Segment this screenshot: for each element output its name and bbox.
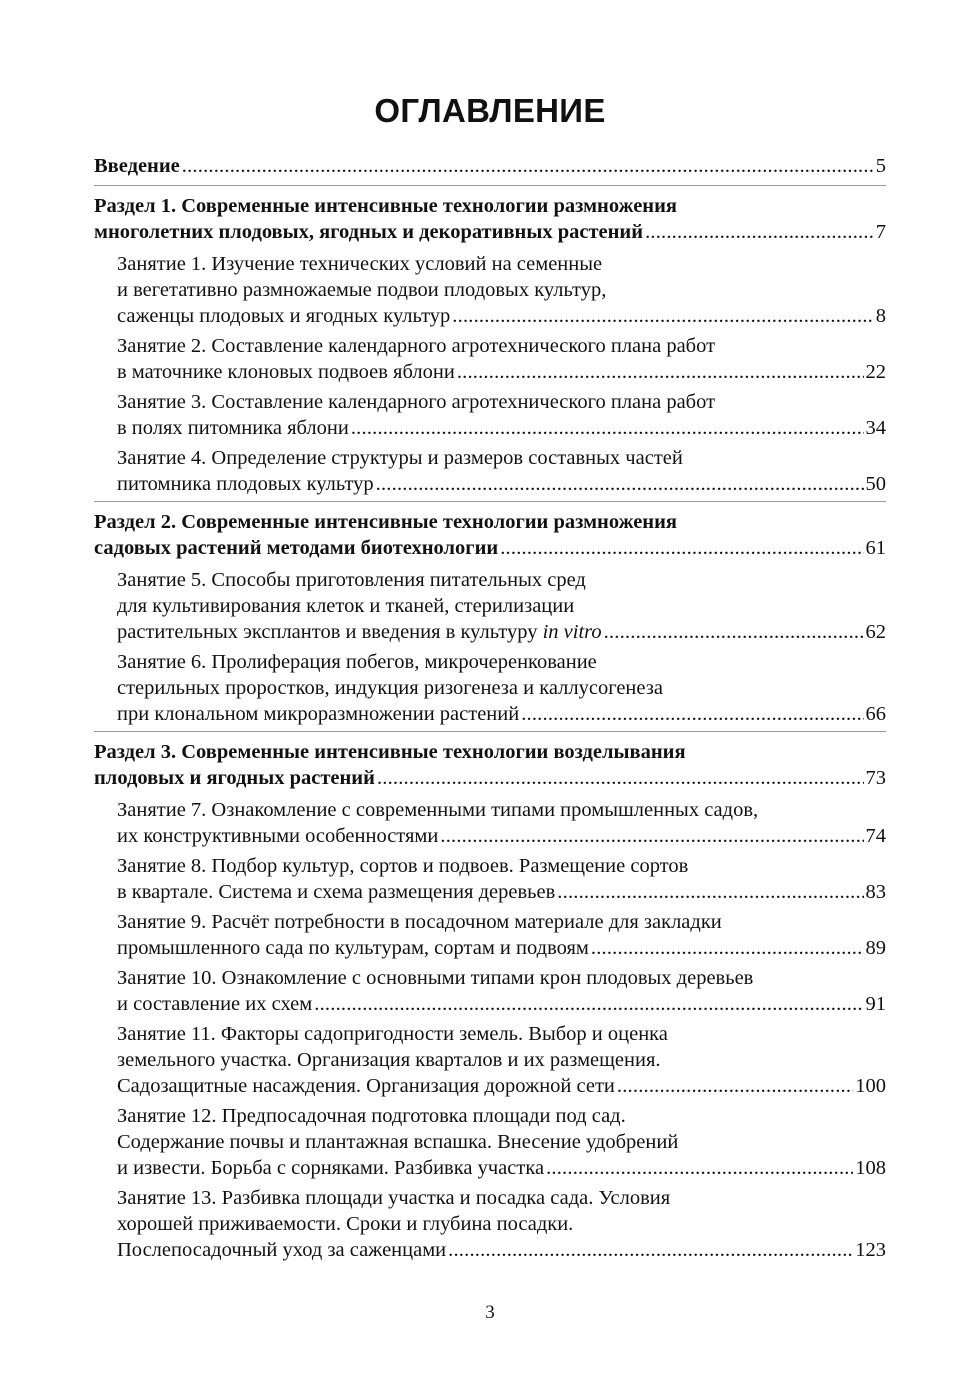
toc-page-number: 66	[865, 703, 886, 725]
toc-page-number: 22	[865, 361, 886, 383]
toc-lesson-title: питомника плодовых культур	[117, 473, 374, 495]
toc-section-title: многолетних плодовых, ягодных и декоративных растений	[94, 221, 644, 243]
toc-lesson-11[interactable]	[94, 1021, 886, 1099]
dot-leader	[591, 935, 864, 961]
toc-page-number: 5	[875, 155, 886, 177]
toc-lesson-title: Занятие 5. Способы приготовления питательных сред	[117, 569, 586, 591]
dot-leader	[351, 415, 864, 441]
toc-page-number: 74	[865, 825, 886, 847]
dot-leader	[440, 823, 863, 849]
toc-lesson-title: их конструктивными особенностями	[117, 825, 439, 847]
dot-leader	[457, 359, 864, 385]
toc-lesson-title: Занятие 2. Составление календарного агротехнического плана работ	[117, 335, 716, 357]
toc-lesson-title: в полях питомника яблони	[117, 417, 349, 439]
toc-lesson-5[interactable]	[94, 567, 886, 645]
dot-leader	[448, 1237, 853, 1263]
toc-lesson-title: и вегетативно размножаемые подвои плодовых культур,	[117, 279, 607, 301]
toc-page-number: 62	[865, 621, 886, 643]
toc-entry-line	[117, 879, 886, 905]
dot-leader	[314, 991, 863, 1017]
toc-entry-line	[117, 823, 886, 849]
toc-lesson-title: в квартале. Система и схема размещения деревьев	[117, 881, 556, 903]
toc-page-number: 61	[865, 537, 886, 559]
toc-lesson-title: хорошей приживаемости. Сроки и глубина посадки.	[117, 1213, 574, 1235]
toc-section-title: садовых растений методами биотехнологии	[94, 537, 499, 559]
toc-lesson-4[interactable]	[94, 445, 886, 497]
toc-lesson-title: и извести. Борьба с сорняками. Разбивка участка	[117, 1157, 545, 1179]
toc-page-number: 100	[855, 1075, 886, 1097]
toc-lesson-8[interactable]	[94, 853, 886, 905]
toc-page-number: 50	[865, 473, 886, 495]
toc-lesson-title-italic: in vitro	[542, 621, 602, 643]
toc-lesson-title: Занятие 13. Разбивка площади участка и посадка сада. Условия	[117, 1187, 671, 1209]
toc-lesson-2[interactable]	[94, 333, 886, 385]
toc-section-3[interactable]	[94, 736, 886, 791]
divider	[94, 501, 886, 502]
toc-lesson-9[interactable]	[94, 909, 886, 961]
dot-leader	[377, 765, 864, 791]
page-title: ОГЛАВЛЕНИЕ	[374, 92, 606, 129]
toc-lesson-title: Занятие 9. Расчёт потребности в посадочном материале для закладки	[117, 911, 722, 933]
dot-leader	[182, 153, 874, 179]
toc-lesson-title: Содержание почвы и плантажная вспашка. Внесение удобрений	[117, 1131, 679, 1153]
toc-page-number: 34	[865, 417, 886, 439]
toc-page-number: 8	[875, 305, 886, 327]
toc-entry-line	[117, 471, 886, 497]
toc-lesson-title: Занятие 10. Ознакомление с основными типами крон плодовых деревьев	[117, 967, 754, 989]
toc-lesson-title: Занятие 6. Пролиферация побегов, микрочеренкование	[117, 651, 597, 673]
toc-entry-line	[117, 303, 886, 329]
dot-leader	[452, 303, 873, 329]
toc-lesson-title: Занятие 8. Подбор культур, сортов и подвоев. Размещение сортов	[117, 855, 689, 877]
toc-section-title: Раздел 3. Современные интенсивные технологии возделывания	[94, 741, 686, 763]
toc-section-2[interactable]	[94, 506, 886, 561]
toc-entry-line	[94, 535, 886, 561]
toc-entry-line	[117, 619, 886, 645]
dot-leader	[376, 471, 864, 497]
toc-lesson-7[interactable]	[94, 797, 886, 849]
toc-entry-line	[94, 765, 886, 791]
toc-lesson-title: промышленного сада по культурам, сортам и подвоям	[117, 937, 589, 959]
toc-lesson-title: Занятие 1. Изучение технических условий на семенные	[117, 253, 603, 275]
toc-lesson-title: и составление их схем	[117, 993, 313, 1015]
toc-lesson-title: Занятие 12. Предпосадочная подготовка площади под сад.	[117, 1105, 626, 1127]
toc-page-number: 83	[865, 881, 886, 903]
toc-lesson-title: саженцы плодовых и ягодных культур	[117, 305, 451, 327]
dot-leader	[617, 1073, 853, 1099]
toc-lesson-13[interactable]	[94, 1185, 886, 1263]
toc-lesson-title: Послепосадочный уход за саженцами	[117, 1239, 447, 1261]
toc-lesson-title: Занятие 4. Определение структуры и размеров составных частей	[117, 447, 683, 469]
table-of-contents	[94, 150, 886, 1267]
dot-leader	[557, 879, 863, 905]
toc-entry-title: Введение	[94, 155, 180, 177]
dot-leader	[500, 535, 863, 561]
divider	[94, 185, 886, 186]
toc-entry-line	[94, 219, 886, 245]
toc-entry-line	[117, 935, 886, 961]
toc-page-number: 89	[865, 937, 886, 959]
toc-lesson-title: Занятие 11. Факторы садопригодности земель. Выбор и оценка	[117, 1023, 668, 1045]
toc-section-title: плодовых и ягодных растений	[94, 767, 375, 789]
toc-page-number: 123	[855, 1239, 886, 1261]
dot-leader	[604, 619, 864, 645]
toc-section-title: Раздел 2. Современные интенсивные технологии размножения	[94, 511, 678, 533]
toc-entry-line	[117, 1073, 886, 1099]
toc-section-title: Раздел 1. Современные интенсивные технологии размножения	[94, 195, 678, 217]
toc-lesson-title: для культивирования клеток и тканей, стерилизации	[117, 595, 575, 617]
toc-entry-line	[117, 359, 886, 385]
toc-entry-line	[117, 1155, 886, 1181]
toc-entry-line	[94, 153, 886, 179]
toc-lesson-6[interactable]	[94, 649, 886, 727]
dot-leader	[645, 219, 874, 245]
toc-lesson-title: при клональном микроразмножении растений	[117, 703, 520, 725]
toc-entry-line	[117, 991, 886, 1017]
divider	[94, 731, 886, 732]
toc-lesson-3[interactable]	[94, 389, 886, 441]
page-number: 3	[485, 1302, 495, 1323]
toc-entry-line	[117, 415, 886, 441]
toc-entry-line	[117, 701, 886, 727]
dot-leader	[521, 701, 863, 727]
dot-leader	[546, 1155, 853, 1181]
toc-lesson-10[interactable]	[94, 965, 886, 1017]
toc-lesson-title: земельного участка. Организация кварталов и их размещения.	[117, 1049, 661, 1071]
toc-page-number: 73	[865, 767, 886, 789]
toc-lesson-title: Занятие 7. Ознакомление с современными типами промышленных садов,	[117, 799, 759, 821]
toc-lesson-title: растительных эксплантов и введения в культуру	[117, 621, 538, 643]
toc-lesson-title: в маточнике клоновых подвоев яблони	[117, 361, 455, 383]
toc-lesson-title: Занятие 3. Составление календарного агротехнического плана работ	[117, 391, 716, 413]
toc-lesson-title: Садозащитные насаждения. Организация дорожной сети	[117, 1075, 615, 1097]
toc-entry-intro[interactable]	[94, 150, 886, 179]
toc-lesson-1[interactable]	[94, 251, 886, 329]
toc-lesson-12[interactable]	[94, 1103, 886, 1181]
toc-lesson-title: стерильных проростков, индукция ризогенеза и каллусогенеза	[117, 677, 663, 699]
toc-entry-line	[117, 1237, 886, 1263]
toc-page-number: 91	[865, 993, 886, 1015]
toc-page-number: 108	[855, 1157, 886, 1179]
toc-page-number: 7	[875, 221, 886, 243]
toc-section-1[interactable]	[94, 190, 886, 245]
toc-lesson-title-last	[117, 619, 602, 645]
